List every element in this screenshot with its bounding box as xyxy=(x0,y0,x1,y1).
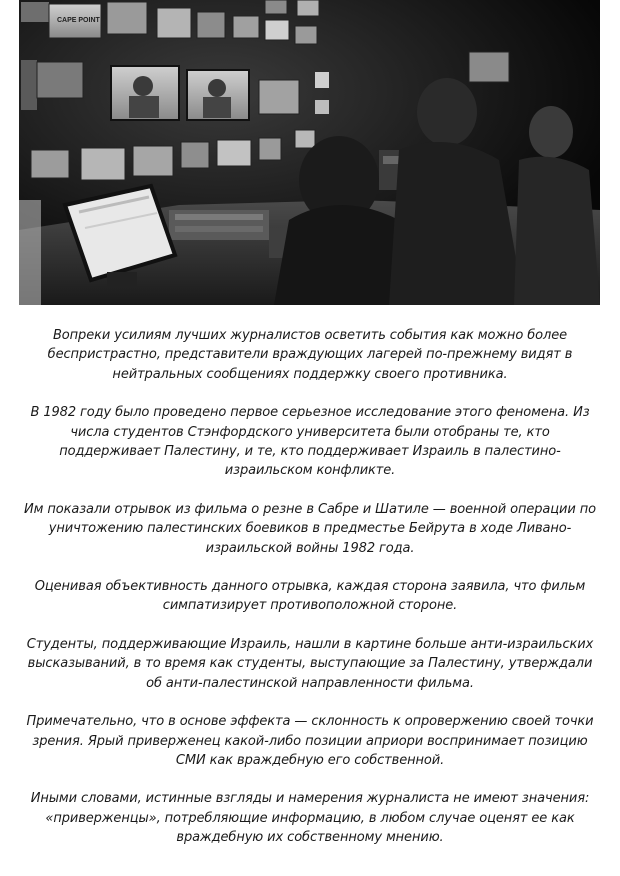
tv-control-room-photo xyxy=(19,0,600,305)
monitor-caption: CAPE POINT xyxy=(57,17,100,24)
paragraph-conclusion: Иными словами, истинные взгляды и намерения журналиста не имеют значения: «приверженцы», потребляющие информацию, в любом случае оценят ее как враждебную их собственному мнению. xyxy=(30,791,590,846)
article-text xyxy=(20,326,600,848)
paragraph-intro: Вопреки усилиям лучших журналистов осветить события как можно более беспристрастно, представители враждующих лагерей по-прежнему видят в нейтральных сообщениях поддержку своего противника. xyxy=(47,328,573,382)
paragraph-film: Им показали отрывок из фильма о резне в Сабре и Шатиле — военной операции по уничтожению палестинских боевиков в предместье Бейрута в ходе Ливано-израильской войны 1982 года. xyxy=(24,501,596,556)
paragraph-notable: Примечательно, что в основе эффекта — склонность к опровержению своей точки зрения. Ярый приверженец какой-либо позиции априори воспринимает позицию СМИ как враждебную его собственной. xyxy=(26,714,594,768)
corner-monitor xyxy=(469,52,509,82)
paragraph-findings: Студенты, поддерживающие Израиль, нашли в картине больше анти-израильских высказываний, в то время как студенты, выступающие за Палестину, утверждали об анти-палестинской направленности фильма. xyxy=(26,636,594,691)
paragraph-assessment: Оценивая объективность данного отрывка, каждая сторона заявила, что фильм симпатизирует противоположной стороне. xyxy=(34,579,586,614)
photo-illustration xyxy=(19,0,600,305)
paragraph-study: В 1982 году было проведено первое серьезное исследование этого феномена. Из числа студентов Стэнфордского университета были отобраны те, кто поддерживает Палестину, и те, кто поддерживает Израиль в палестино-израильском конфликте. xyxy=(30,405,590,479)
